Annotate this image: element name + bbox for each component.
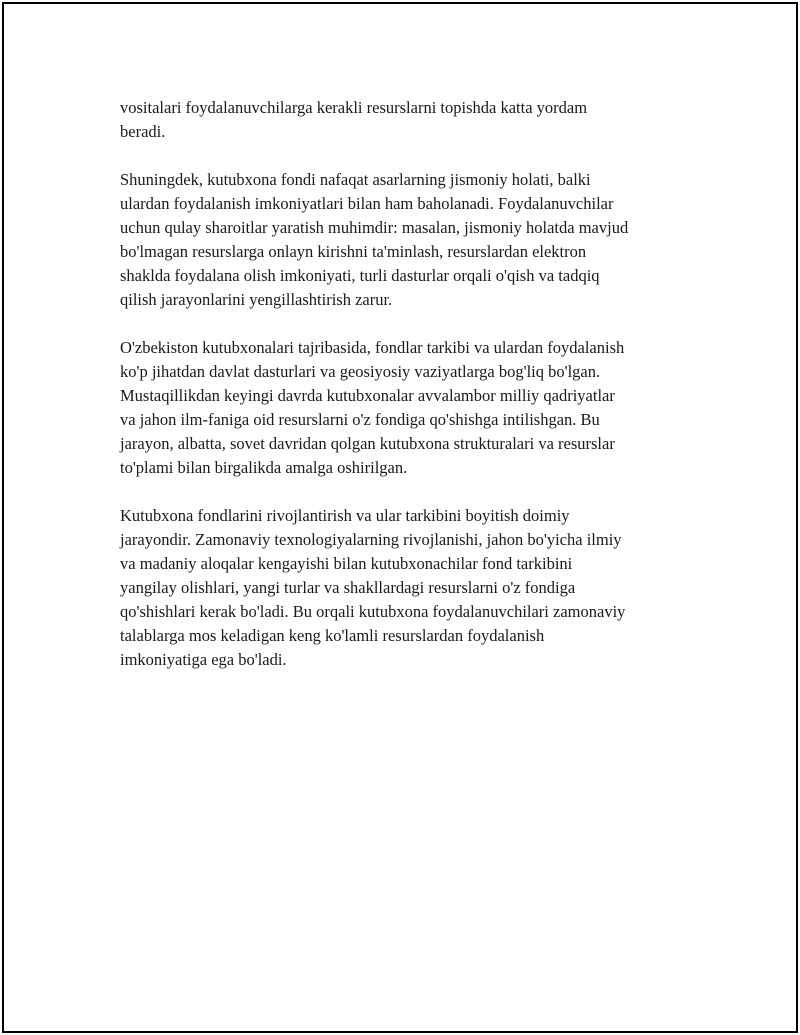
page-frame — [2, 2, 798, 1033]
paragraph-4: Kutubxona fondlarini rivojlantirish va ular tarkibini boyitish doimiy jarayondir. Zamonaviy texnologiyalarning rivojlanishi, jahon bo'yicha ilmiy va madaniy aloqalar kengayishi bilan kutubxonachilar fond tarkibini yangilay olishlari, yangi turlar va shakllardagi resurslarni o'z fondiga qo'shishlari kerak bo'ladi. Bu orqali kutubxona foydalanuvchilari zamonaviy talablarga mos keladigan keng ko'lamli resurslardan foydalanish imkoniyatiga ega bo'ladi. — [120, 506, 626, 669]
paragraph-1: vositalari foydalanuvchilarga kerakli resurslarni topishda katta yordam beradi. — [120, 98, 588, 141]
page-content — [120, 96, 700, 696]
paragraph-2: Shuningdek, kutubxona fondi nafaqat asarlarning jismoniy holati, balki ulardan foydalanish imkoniyatlari bilan ham baholanadi. Foydalanuvchilar uchun qulay sharoitlar yaratish muhimdir: masalan, jismoniy holatda mavjud bo'lmagan resurslarga onlayn kirishni ta'minlash, resurslardan elektron shaklda foydalana olish imkoniyati, turli dasturlar orqali o'qish va tadqiq qilish jarayonlarini yengillashtirish zarur. — [120, 170, 629, 309]
paragraph-3: O'zbekiston kutubxonalari tajribasida, fondlar tarkibi va ulardan foydalanish ko'p jihatdan davlat dasturlari va geosiyosiy vaziyatlarga bog'liq bo'lgan. Mustaqillikdan keyingi davrda kutubxonalar avvalambor milliy qadriyatlar va jahon ilm-faniga oid resurslarni o'z fondiga qo'shishga intilishgan. Bu jarayon, albatta, sovet davridan qolgan kutubxona strukturalari va resurslar to'plami bilan birgalikda amalga oshirilgan. — [120, 338, 625, 477]
